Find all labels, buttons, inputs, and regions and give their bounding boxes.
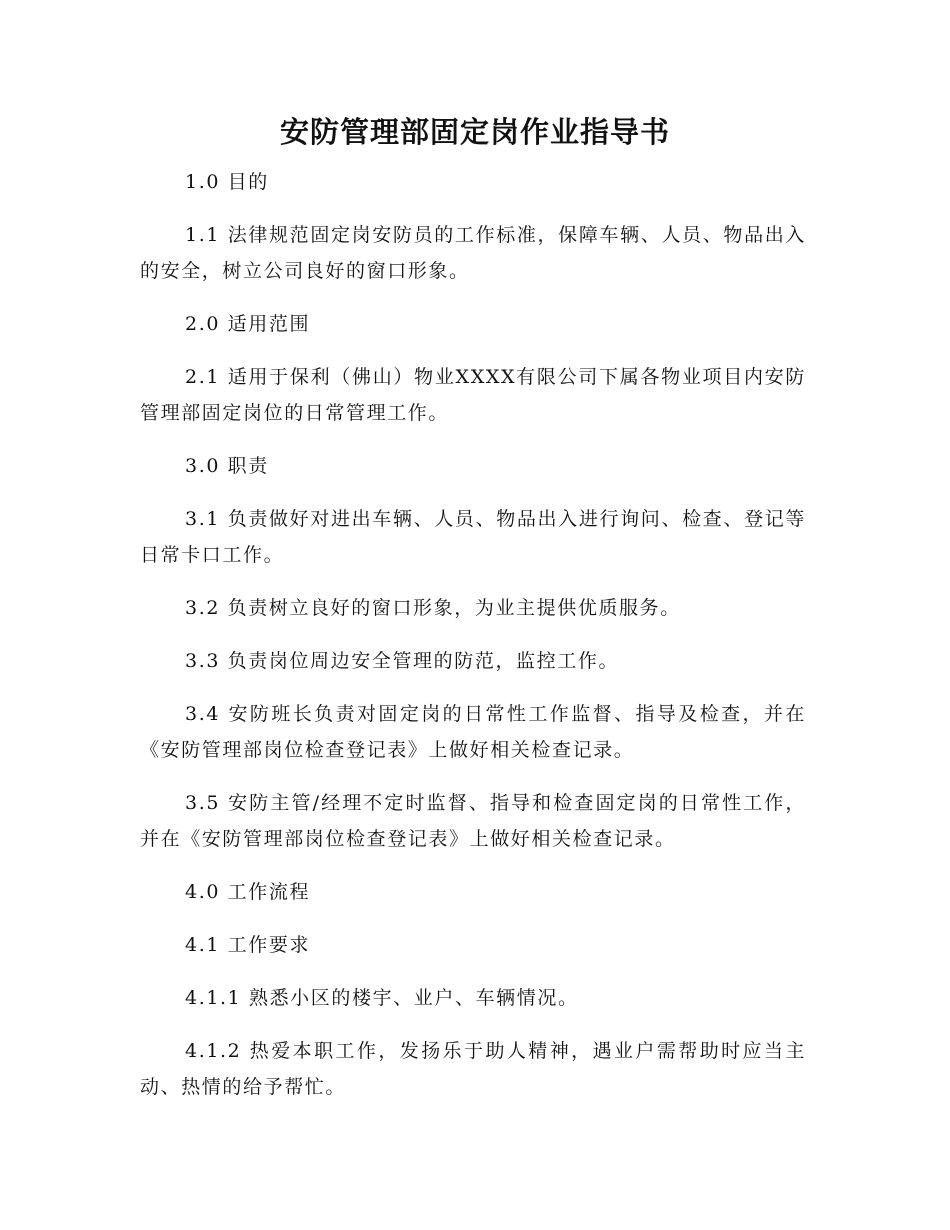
section-heading-scope: 2.0 适用范围 xyxy=(185,313,311,335)
paragraph-3-3: 3.3 负责岗位周边安全管理的防范，监控工作。 xyxy=(185,650,620,672)
paragraph-1-1: 1.1 法律规范固定岗安防员的工作标准，保障车辆、人员、物品出入的安全，树立公司良好的窗口形象。 xyxy=(140,224,806,282)
document-title: 安防管理部固定岗作业指导书 xyxy=(279,115,670,149)
paragraph-2-1: 2.1 适用于保利（佛山）物业XXXX有限公司下属各物业项目内安防管理部固定岗位的日常管理工作。 xyxy=(140,366,806,424)
paragraph-4-1: 4.1 工作要求 xyxy=(185,934,311,956)
paragraph-3-1: 3.1 负责做好对进出车辆、人员、物品出入进行询问、检查、登记等日常卡口工作。 xyxy=(140,508,806,566)
paragraph-4-1-2: 4.1.2 热爱本职工作，发扬乐于助人精神，遇业户需帮助时应当主动、热情的给予帮忙。 xyxy=(140,1040,806,1098)
document-body xyxy=(140,164,806,1122)
paragraph-3-5: 3.5 安防主管/经理不定时监督、指导和检查固定岗的日常性工作，并在《安防管理部岗位检查登记表》上做好相关检查记录。 xyxy=(140,792,806,850)
paragraph-3-4: 3.4 安防班长负责对固定岗的日常性工作监督、指导及检查，并在《安防管理部岗位检查登记表》上做好相关检查记录。 xyxy=(140,703,806,761)
section-heading-purpose: 1.0 目的 xyxy=(185,171,269,193)
paragraph-4-1-1: 4.1.1 熟悉小区的楼宇、业户、车辆情况。 xyxy=(185,987,579,1009)
section-heading-workflow: 4.0 工作流程 xyxy=(185,881,311,903)
paragraph-3-2: 3.2 负责树立良好的窗口形象，为业主提供优质服务。 xyxy=(185,597,681,619)
section-heading-duties: 3.0 职责 xyxy=(185,455,269,477)
